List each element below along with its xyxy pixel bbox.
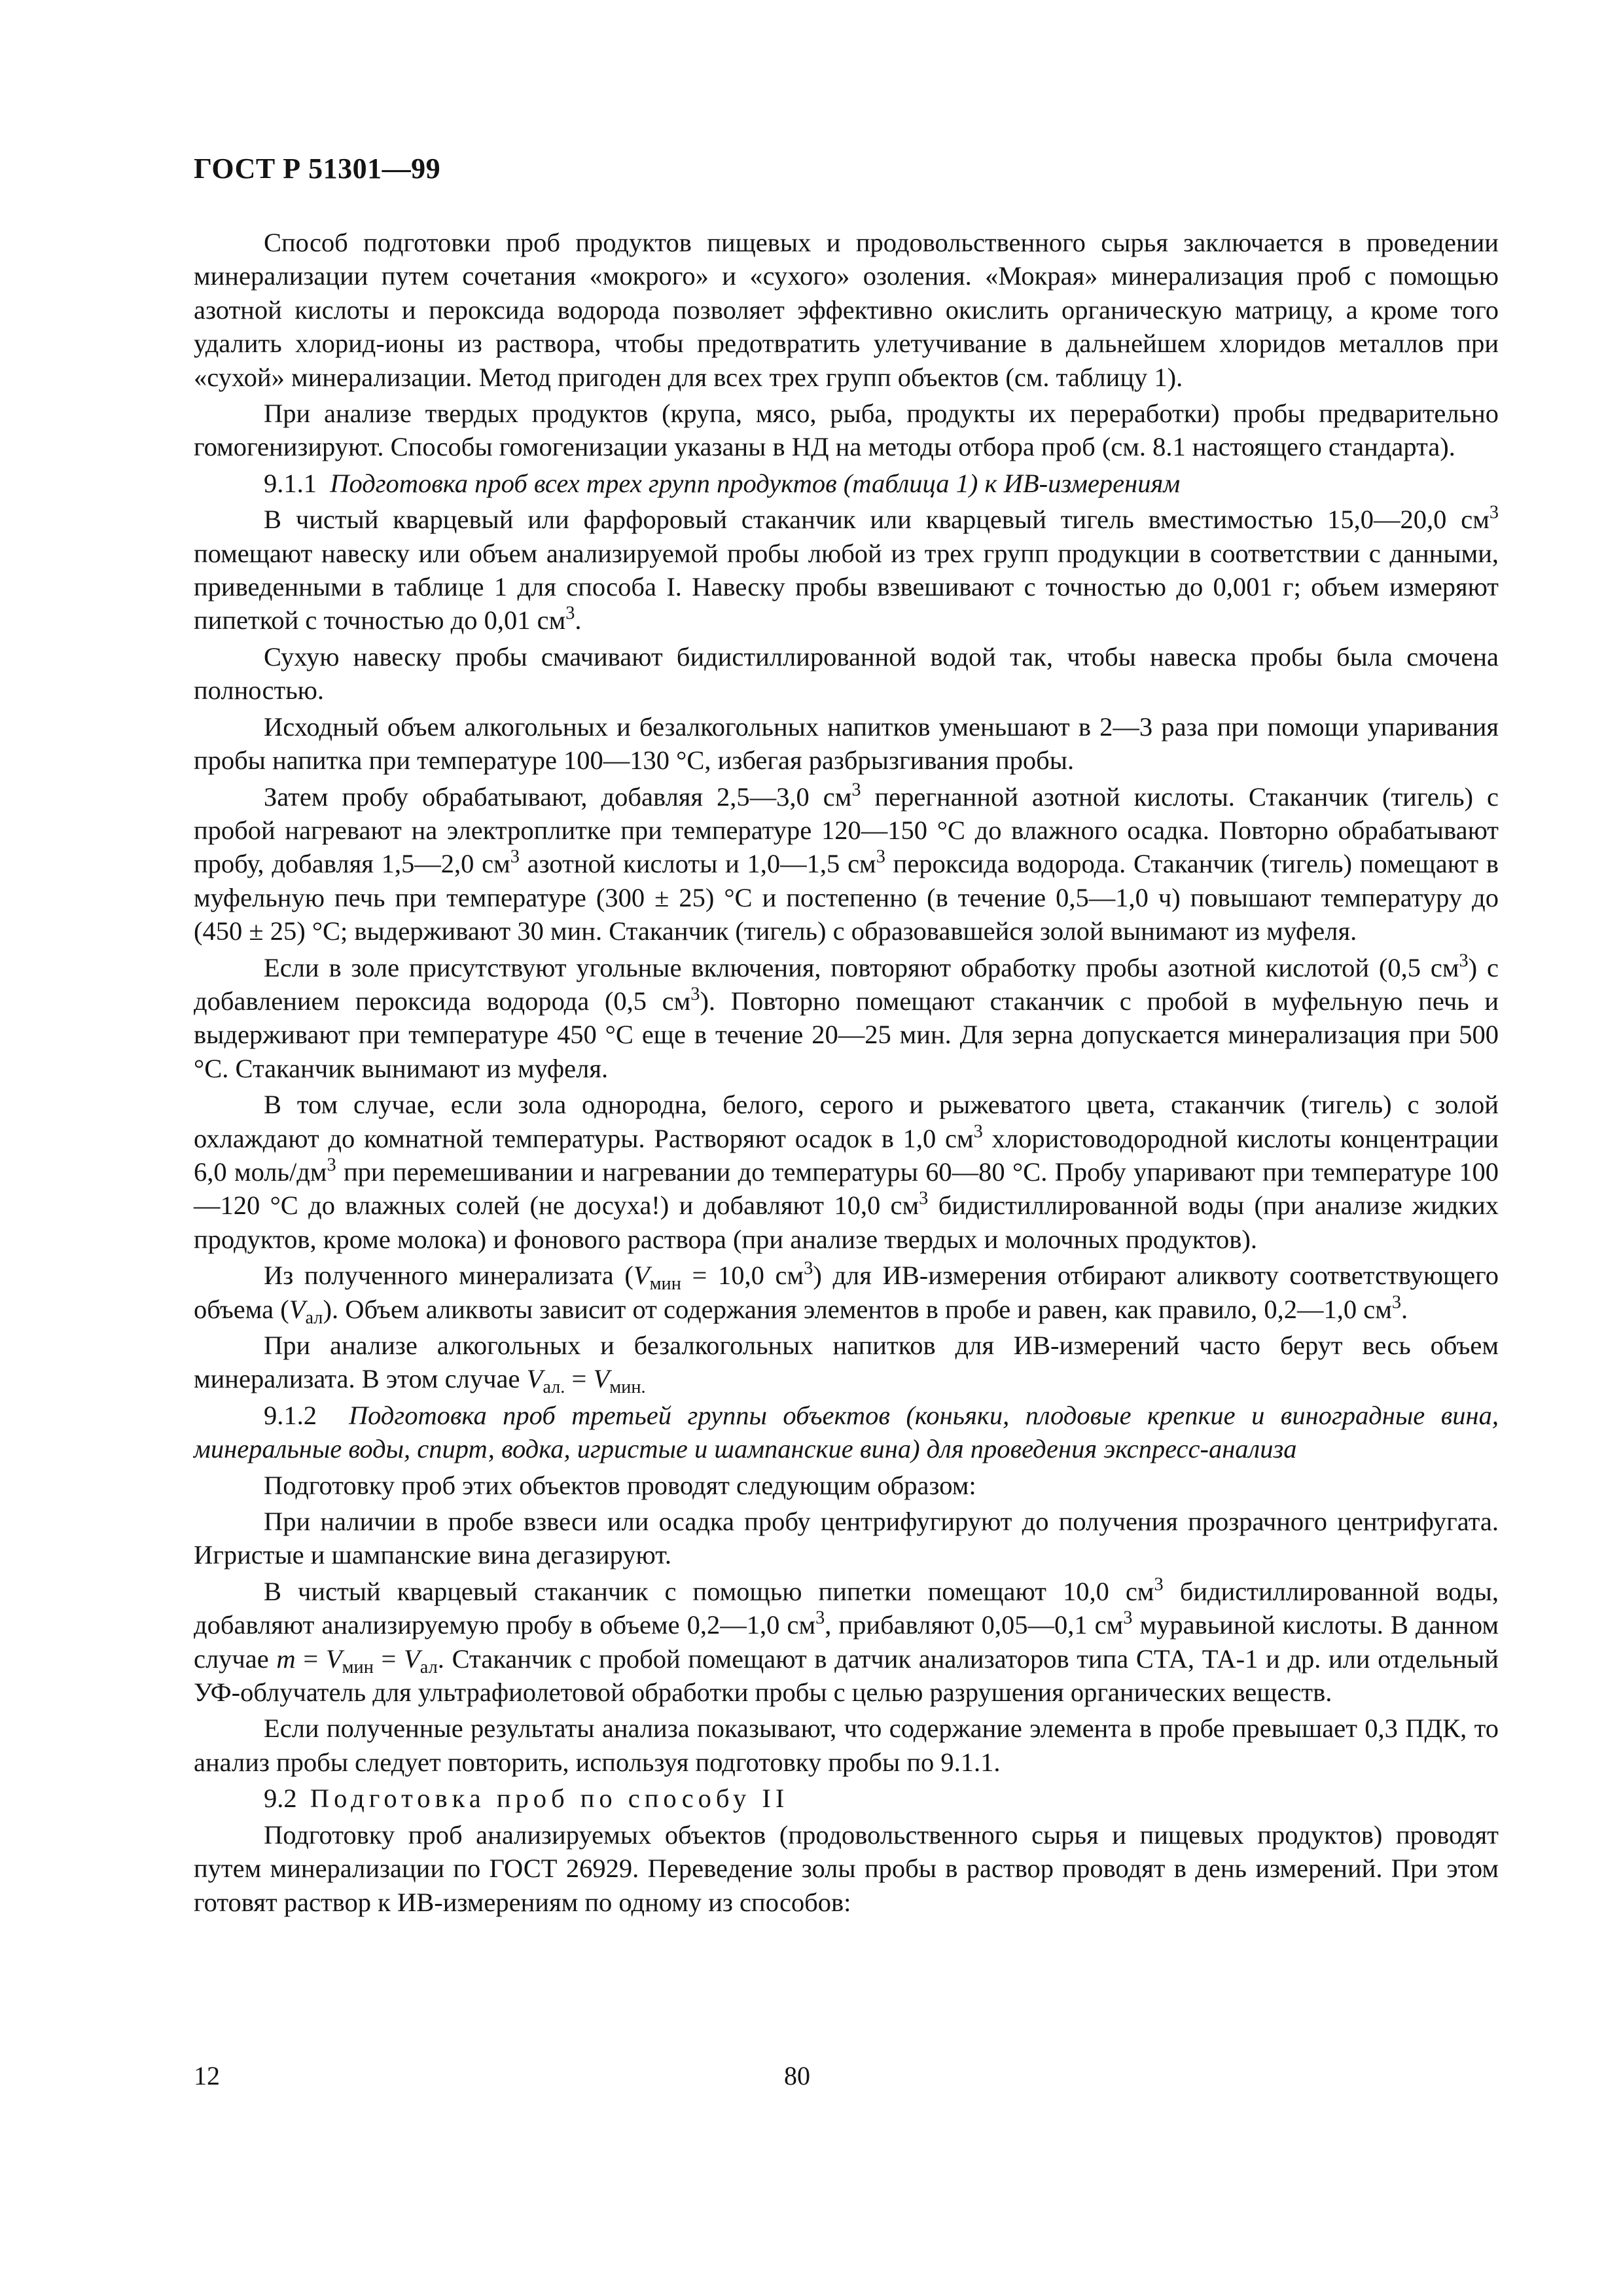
section-number: 9.1.2 xyxy=(264,1400,317,1430)
paragraph: В том случае, если зола однородна, белого, серого и рыжеватого цвета, стаканчик (тигель) с золой охлаждают до комнатной температуры. Растворяют осадок в 1,0 $см^3$ хлористоводородной кислоты концентрации 6,0 моль/$дм^3$ при перемешивании и нагревании до температуры 60—80 °С. Пробу упаривают при температуре 100—120 °С до влажных солей (не досуха!) и добавляют 10,0 $см^3$ бидистиллированной воды (при анализе жидких продуктов, кроме молока) и фонового раствора (при анализе твердых и молочных продуктов). xyxy=(194,1090,1499,1254)
paragraph: Подготовку проб этих объектов проводят следующим образом: xyxy=(264,1470,976,1500)
section-title: Подготовка проб всех трех групп продуктов (таблица 1) к ИВ-измерениям xyxy=(330,468,1181,498)
section-number: 9.2 xyxy=(264,1784,297,1814)
paragraph: Затем пробу обрабатывают, добавляя 2,5—3,0 $см^3$ перегнанной азотной кислоты. Стаканчик (тигель) с пробой нагревают на электроплитке при температуре 120—150 °С до влажного осадка. Повторно обрабатывают пробу, добавляя 1,5—2,0 $см^3$ азотной кислоты и 1,0—1,5 $см^3$ пероксида водорода. Стаканчик (тигель) помещают в муфельную печь при температуре (300 ± 25) °С и постепенно (в течение 0,5—1,0 ч) повышают температуру до (450 ± 25) °С; выдерживают 30 мин. Стаканчик (тигель) с образовавшейся золой вынимают из муфеля. xyxy=(194,779,1499,946)
paragraph: Из полученного минерализата ($V_{мин} = 10,0$ $см^3$) для ИВ-измерения отбирают аликвоту соответствующего объема $(V_{ал})$. Объем аликвоты зависит от содержания элементов в пробе и равен, как правило, 0,2—1,0 $см^3$. xyxy=(194,1258,1499,1328)
document-body xyxy=(194,226,1499,1922)
section-title: Подготовка проб третьей группы объектов (коньяки, плодовые крепкие и виноградные вина, минеральные воды, спирт, водка, игристые и шампанские вина) для проведения экспресс-анализа xyxy=(194,1400,1499,1464)
paragraph: Способ подготовки проб продуктов пищевых и продовольственного сырья заключается в проведении минерализации путем сочетания «мокрого» и «сухого» озоления. «Мокрая» минерализация проб с помощью азотной кислоты и пероксида водорода позволяет эффективно окислить органическую матрицу, а кроме того удалить хлорид-ионы из раствора, чтобы предотвратить улетучивание в дальнейшем хлоридов металлов при «сухой» минерализации. Метод пригоден для всех трех групп объектов (см. таблицу 1). xyxy=(194,228,1499,392)
page-number-center: 80 xyxy=(784,2061,810,2090)
section-heading-9-1-1 xyxy=(194,467,1499,500)
paragraph: Если в золе присутствуют угольные включения, повторяют обработку пробы азотной кислотой (0,5 $см^3$) с добавлением пероксида водорода (0,5 $см^3$). Повторно помещают стаканчик с пробой в муфельную печь и выдерживают при температуре 450 °С еще в течение 20—25 мин. Для зерна допускается минерализация при 500 °С. Стаканчик вынимают из муфеля. xyxy=(194,950,1499,1083)
paragraph: В чистый кварцевый или фарфоровый стаканчик или кварцевый тигель вместимостью 15,0—20,0 $см^3$ помещают навеску или объем анализируемой пробы любой из трех групп продукции в соответствии с данными, приведенными в таблице 1 для способа I. Навеску пробы взвешивают с точностью до 0,001 г; объем измеряют пипеткой с точностью до 0,01 $см^3$. xyxy=(194,502,1499,636)
standard-header: ГОСТ Р 51301—99 xyxy=(194,152,441,185)
paragraph: Исходный объем алкогольных и безалкогольных напитков уменьшают в 2—3 раза при помощи упаривания пробы напитка при температуре 100—130 °С, избегая разбрызгивания пробы. xyxy=(194,711,1499,776)
paragraph: При наличии в пробе взвеси или осадка пробу центрифугируют до получения прозрачного центрифугата. Игристые и шампанские вина дегазируют. xyxy=(194,1507,1499,1570)
paragraph: Подготовку проб анализируемых объектов (продовольственного сырья и пищевых продуктов) проводят путем минерализации по ГОСТ 26929. Переведение золы пробы в раствор проводят в день измерений. При этом готовят раствор к ИВ-измерениям по одному из способов: xyxy=(194,1820,1499,1917)
section-title: Подготовка проб по способу II xyxy=(310,1784,789,1814)
paragraph: Если полученные результаты анализа показывают, что содержание элемента в пробе превышает 0,3 ПДК, то анализ пробы следует повторить, используя подготовку пробы по 9.1.1. xyxy=(194,1713,1499,1777)
paragraph: При анализе твердых продуктов (крупа, мясо, рыба, продукты их переработки) пробы предварительно гомогенизируют. Способы гомогенизации указаны в НД на методы отбора проб (см. 8.1 настоящего стандарта). xyxy=(194,399,1499,462)
section-heading-9-1-2 xyxy=(194,1399,1499,1466)
section-heading-9-2 xyxy=(194,1782,1499,1815)
paragraph: Сухую навеску пробы смачивают бидистиллированной водой так, чтобы навеска пробы была смочена полностью. xyxy=(194,641,1499,706)
paragraph: При анализе алкогольных и безалкогольных напитков для ИВ-измерений часто берут весь объем минерализата. В этом случае $V_{ал.} = V_{мин.}$ xyxy=(194,1331,1499,1398)
page-number: 12 xyxy=(194,2061,220,2090)
paragraph: В чистый кварцевый стаканчик с помощью пипетки помещают 10,0 $см^3$ бидистиллированной воды, добавляют анализируемую пробу в объеме 0,2—1,0 $см^3$, прибавляют 0,05—0,1 $см^3$ муравьиной кислоты. В данном случае $m = V_{мин} = V_{ал}$. Стаканчик с пробой помещают в датчик анализаторов типа СТА, ТА-1 и др. или отдельный УФ-облучатель для ультрафиолетовой обработки пробы с целью разрушения органических веществ. xyxy=(194,1574,1499,1708)
section-number: 9.1.1 xyxy=(264,468,317,498)
